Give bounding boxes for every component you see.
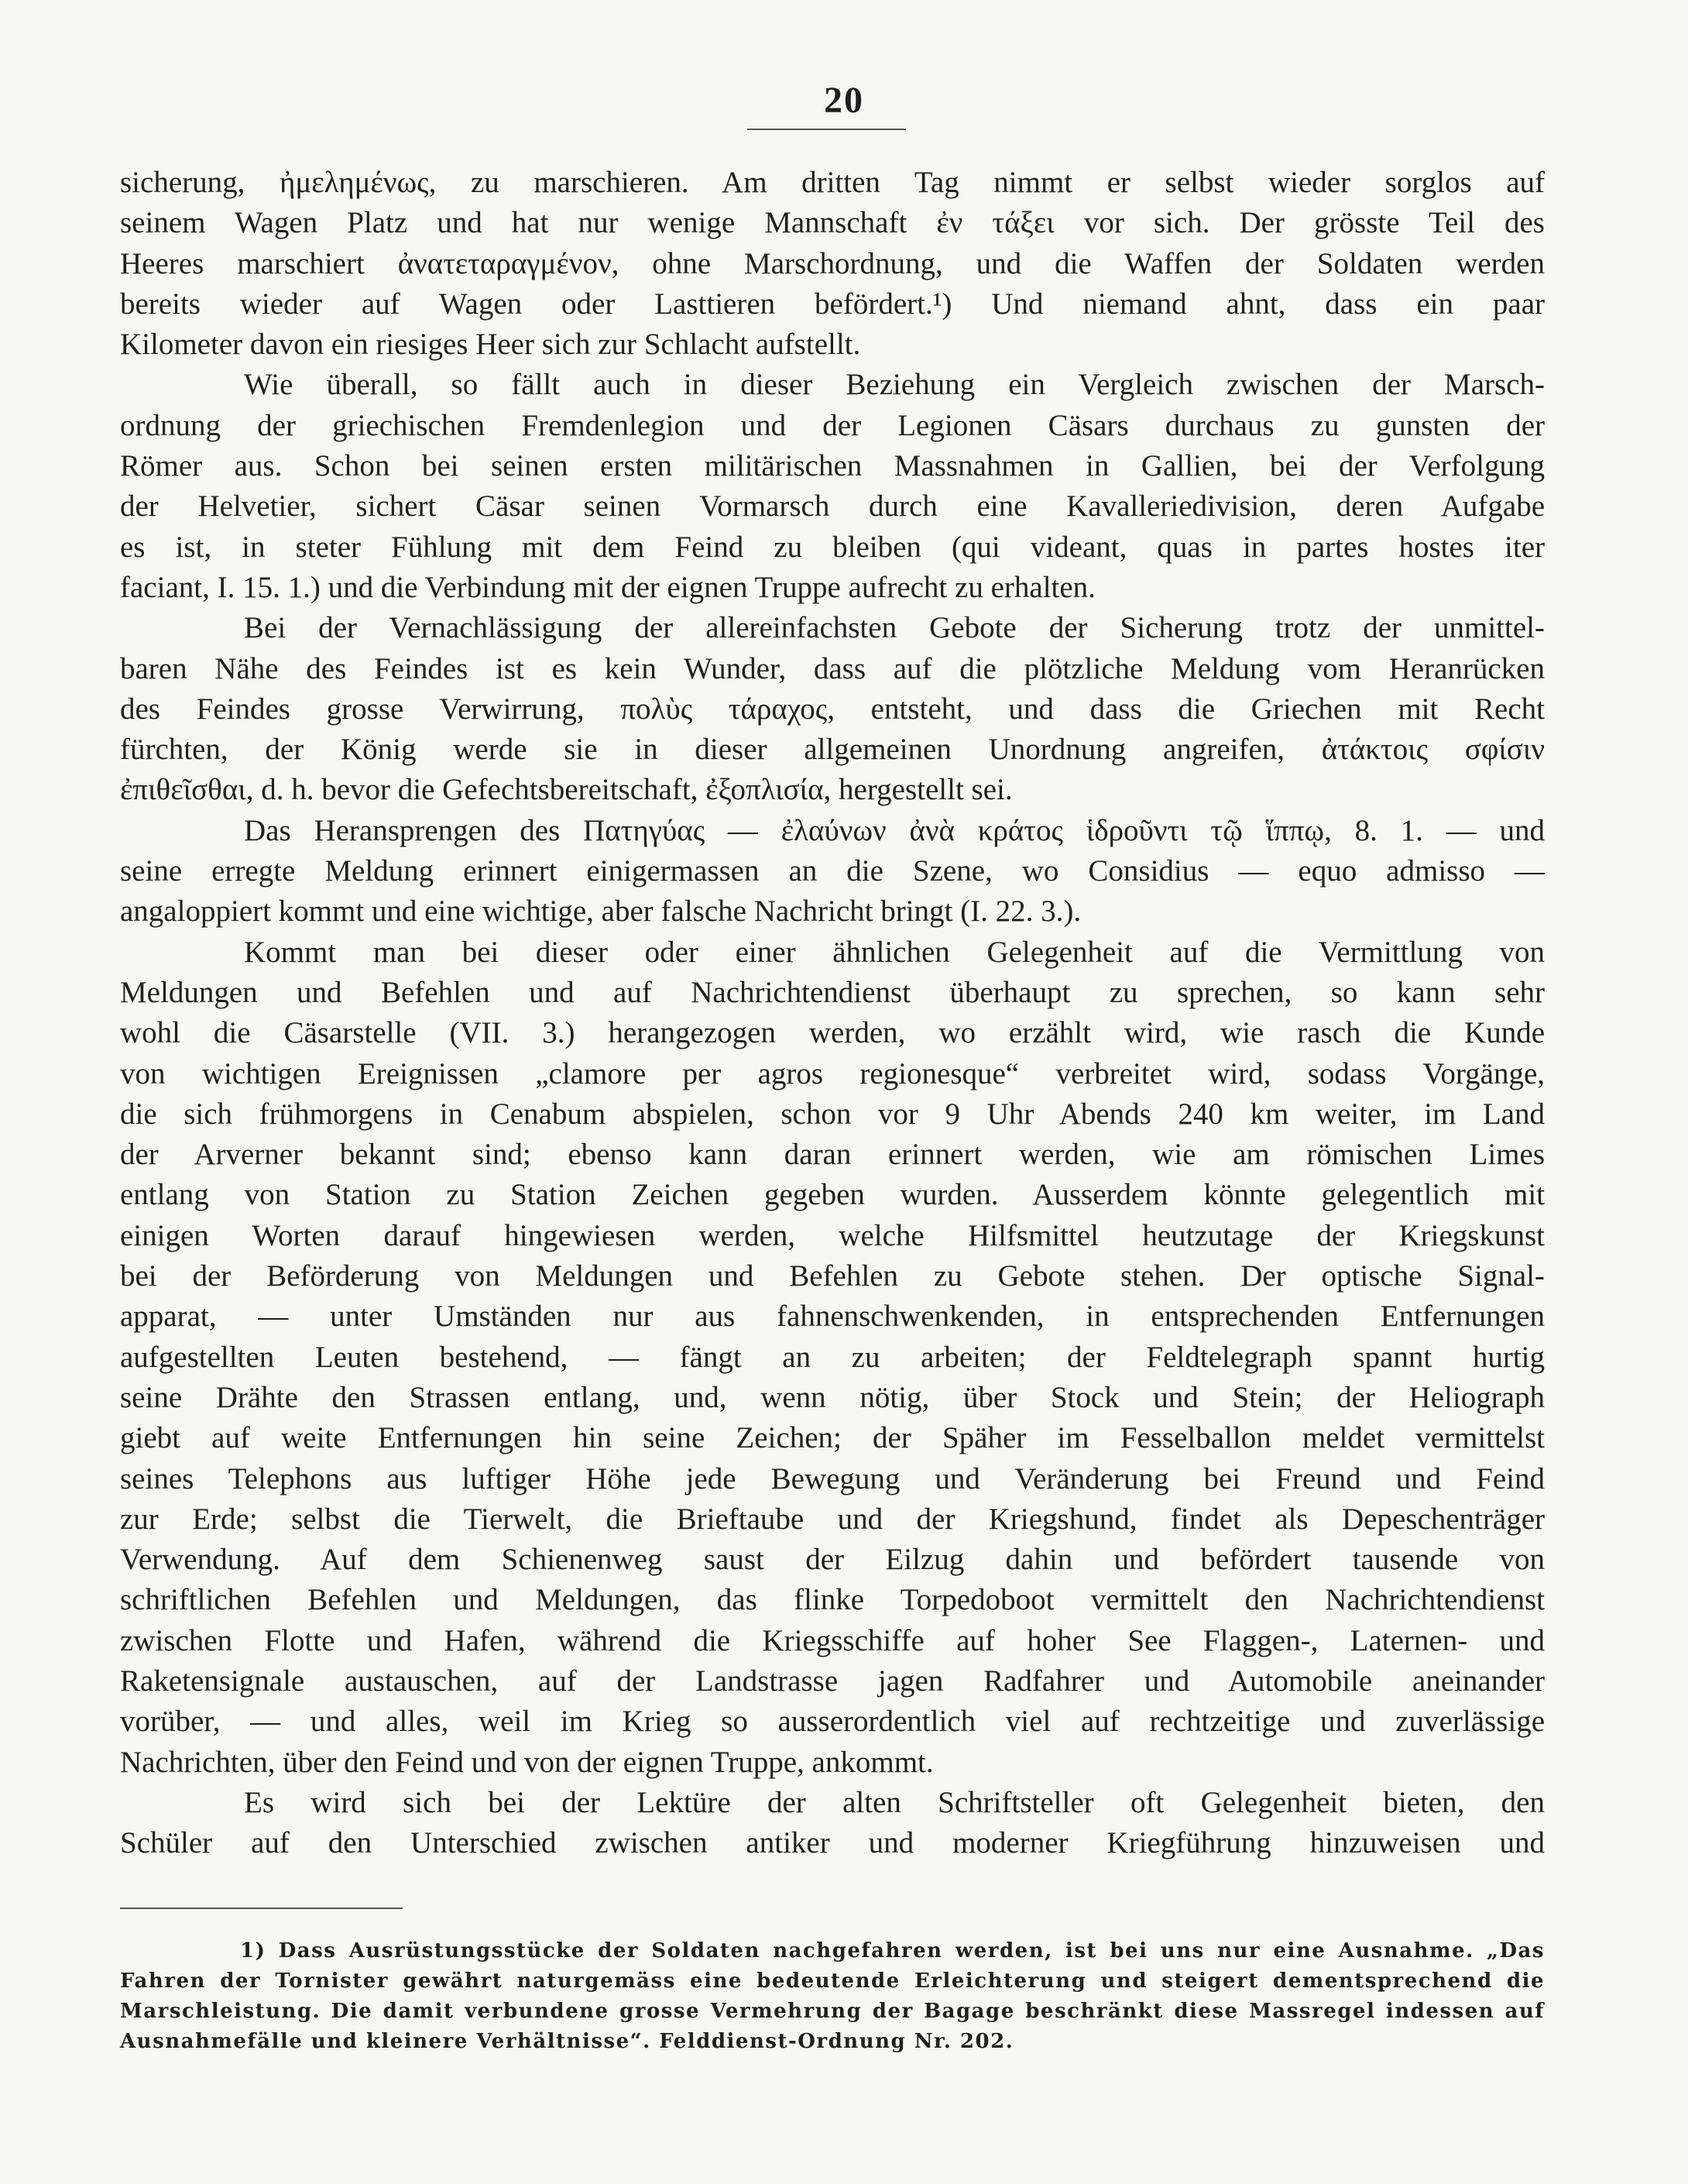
text-line: Römer aus. Schon bei seinen ersten militärischen Massnahmen in Gallien, bei der Verfolgung <box>120 449 1545 483</box>
text-line: zur Erde; selbst die Tierwelt, die Brieftaube und der Kriegshund, findet als Depeschenträger <box>120 1502 1545 1536</box>
text-line: fürchten, der König werde sie in dieser allgemeinen Unordnung angreifen, ἀτάκτοις σφίσιν <box>120 733 1545 767</box>
footnote-line: Ausnahmefälle und kleinere Verhältnisse“. Felddienst-Ordnung Nr. 202. <box>120 2030 1014 2053</box>
text-line: sicherung, ἠμελημένως, zu marschieren. Am dritten Tag nimmt er selbst wieder sorglos auf <box>120 166 1545 199</box>
text-line: des Feindes grosse Verwirrung, πολὺς τάραχος, entsteht, und dass die Griechen mit Recht <box>120 692 1545 726</box>
text-line: zwischen Flotte und Hafen, während die Kriegsschiffe auf hoher See Flaggen-, Laternen- und <box>120 1623 1545 1657</box>
footnote-line: Fahren der Tornister gewährt naturgemäss eine bedeutende Erleichterung und steigert dementsprechend die <box>120 1969 1545 1993</box>
text-line: aufgestellten Leuten bestehend, — fängt an zu arbeiten; der Feldtelegraph spannt hurtig <box>120 1340 1545 1374</box>
text-line: Es wird sich bei der Lektüre der alten Schriftsteller oft Gelegenheit bieten, den <box>244 1785 1545 1819</box>
page-number: 20 <box>824 80 864 121</box>
header-rule <box>747 129 906 130</box>
text-line: entlang von Station zu Station Zeichen gegeben wurden. Ausserdem könnte gelegentlich mit <box>120 1178 1545 1212</box>
text-line: schriftlichen Befehlen und Meldungen, das flinke Torpedoboot vermittelt den Nachrichtendienst <box>120 1583 1545 1617</box>
body-text <box>120 163 1545 1863</box>
footnote-line: 1) Dass Ausrüstungsstücke der Soldaten nachgefahren werden, ist bei uns nur eine Ausnahme. „Das <box>240 1939 1545 1963</box>
text-line: vorüber, — und alles, weil im Krieg so ausserordentlich viel auf rechtzeitige und zuverlässige <box>120 1705 1545 1739</box>
footnote <box>120 1936 1545 2057</box>
text-line: baren Nähe des Feindes ist es kein Wunder, dass auf die plötzliche Meldung vom Heranrücken <box>120 651 1545 685</box>
text-line: wohl die Cäsarstelle (VII. 3.) herangezogen werden, wo erzählt wird, wie rasch die Kunde <box>120 1016 1545 1050</box>
text-line: giebt auf weite Entfernungen hin seine Zeichen; der Späher im Fesselballon meldet vermittelst <box>120 1421 1545 1455</box>
text-line: seines Telephons aus luftiger Höhe jede Bewegung und Veränderung bei Freund und Feind <box>120 1461 1545 1495</box>
footnote-rule <box>120 1908 403 1909</box>
text-line: Heeres marschiert ἀνατεταραγμένον, ohne Marschordnung, und die Waffen der Soldaten werden <box>120 246 1545 280</box>
text-line: bereits wieder auf Wagen oder Lasttieren befördert.¹) Und niemand ahnt, dass ein paar <box>120 287 1545 321</box>
text-line: Nachrichten, über den Feind und von der eignen Truppe, ankommt. <box>120 1745 934 1779</box>
text-line: Kilometer davon ein riesiges Heer sich zur Schlacht aufstellt. <box>120 328 861 362</box>
text-line: ἐπιθεῖσθαι, d. h. bevor die Gefechtsbereitschaft, ἐξοπλισία, hergestellt sei. <box>120 773 1013 807</box>
text-line: einigen Worten darauf hingewiesen werden, welche Hilfsmittel heutzutage der Kriegskunst <box>120 1218 1545 1252</box>
text-line: von wichtigen Ereignissen „clamore per agros regionesque“ verbreitet wird, sodass Vorgänge, <box>120 1056 1545 1090</box>
text-line: Wie überall, so fällt auch in dieser Beziehung ein Vergleich zwischen der Marsch- <box>244 368 1545 402</box>
text-line: faciant, I. 15. 1.) und die Verbindung mit der eignen Truppe aufrecht zu erhalten. <box>120 570 1096 604</box>
text-line: die sich frühmorgens in Cenabum abspielen, schon vor 9 Uhr Abends 240 km weiter, im Land <box>120 1097 1545 1131</box>
text-line: Schüler auf den Unterschied zwischen antiker und moderner Kriegführung hinzuweisen und <box>120 1826 1545 1860</box>
text-line: Das Heransprengen des Πατηγύας — ἐλαύνων ἀνὰ κράτος ἱδροῦντι τῷ ἵππῳ, 8. 1. — und <box>244 813 1545 847</box>
text-line: Raketensignale austauschen, auf der Landstrasse jagen Radfahrer und Automobile aneinander <box>120 1664 1545 1698</box>
text-line: Bei der Vernachlässigung der allereinfachsten Gebote der Sicherung trotz der unmittel- <box>244 611 1545 645</box>
text-line: der Helvetier, sichert Cäsar seinen Vormarsch durch eine Kavalleriedivision, deren Aufgabe <box>120 489 1545 524</box>
text-line: seine Drähte den Strassen entlang, und, wenn nötig, über Stock und Stein; der Heliograph <box>120 1380 1545 1414</box>
text-line: seine erregte Meldung erinnert einigermassen an die Szene, wo Considius — equo admisso — <box>120 854 1545 888</box>
text-line: ordnung der griechischen Fremdenlegion und der Legionen Cäsars durchaus zu gunsten der <box>120 408 1545 442</box>
text-line: seinem Wagen Platz und hat nur wenige Mannschaft ἐν τάξει vor sich. Der grösste Teil des <box>120 206 1545 240</box>
footnote-line: Marschleistung. Die damit verbundene grosse Vermehrung der Bagage beschränkt diese Massregel indessen auf <box>120 2000 1545 2023</box>
text-line: der Arverner bekannt sind; ebenso kann daran erinnert werden, wie am römischen Limes <box>120 1138 1545 1172</box>
text-line: Verwendung. Auf dem Schienenweg saust der Eilzug dahin und befördert tausende von <box>120 1543 1545 1577</box>
text-line: apparat, — unter Umständen nur aus fahnenschwenkenden, in entsprechenden Entfernungen <box>120 1300 1545 1334</box>
text-line: Meldungen und Befehlen und auf Nachrichtendienst überhaupt zu sprechen, so kann sehr <box>120 975 1545 1009</box>
text-line: angaloppiert kommt und eine wichtige, aber falsche Nachricht bringt (I. 22. 3.). <box>120 895 1082 929</box>
text-line: Kommt man bei dieser oder einer ähnlichen Gelegenheit auf die Vermittlung von <box>244 935 1545 969</box>
text-line: es ist, in steter Fühlung mit dem Feind zu bleiben (qui videant, quas in partes hostes iter <box>120 530 1545 564</box>
text-line: bei der Beförderung von Meldungen und Befehlen zu Gebote stehen. Der optische Signal- <box>120 1259 1545 1293</box>
